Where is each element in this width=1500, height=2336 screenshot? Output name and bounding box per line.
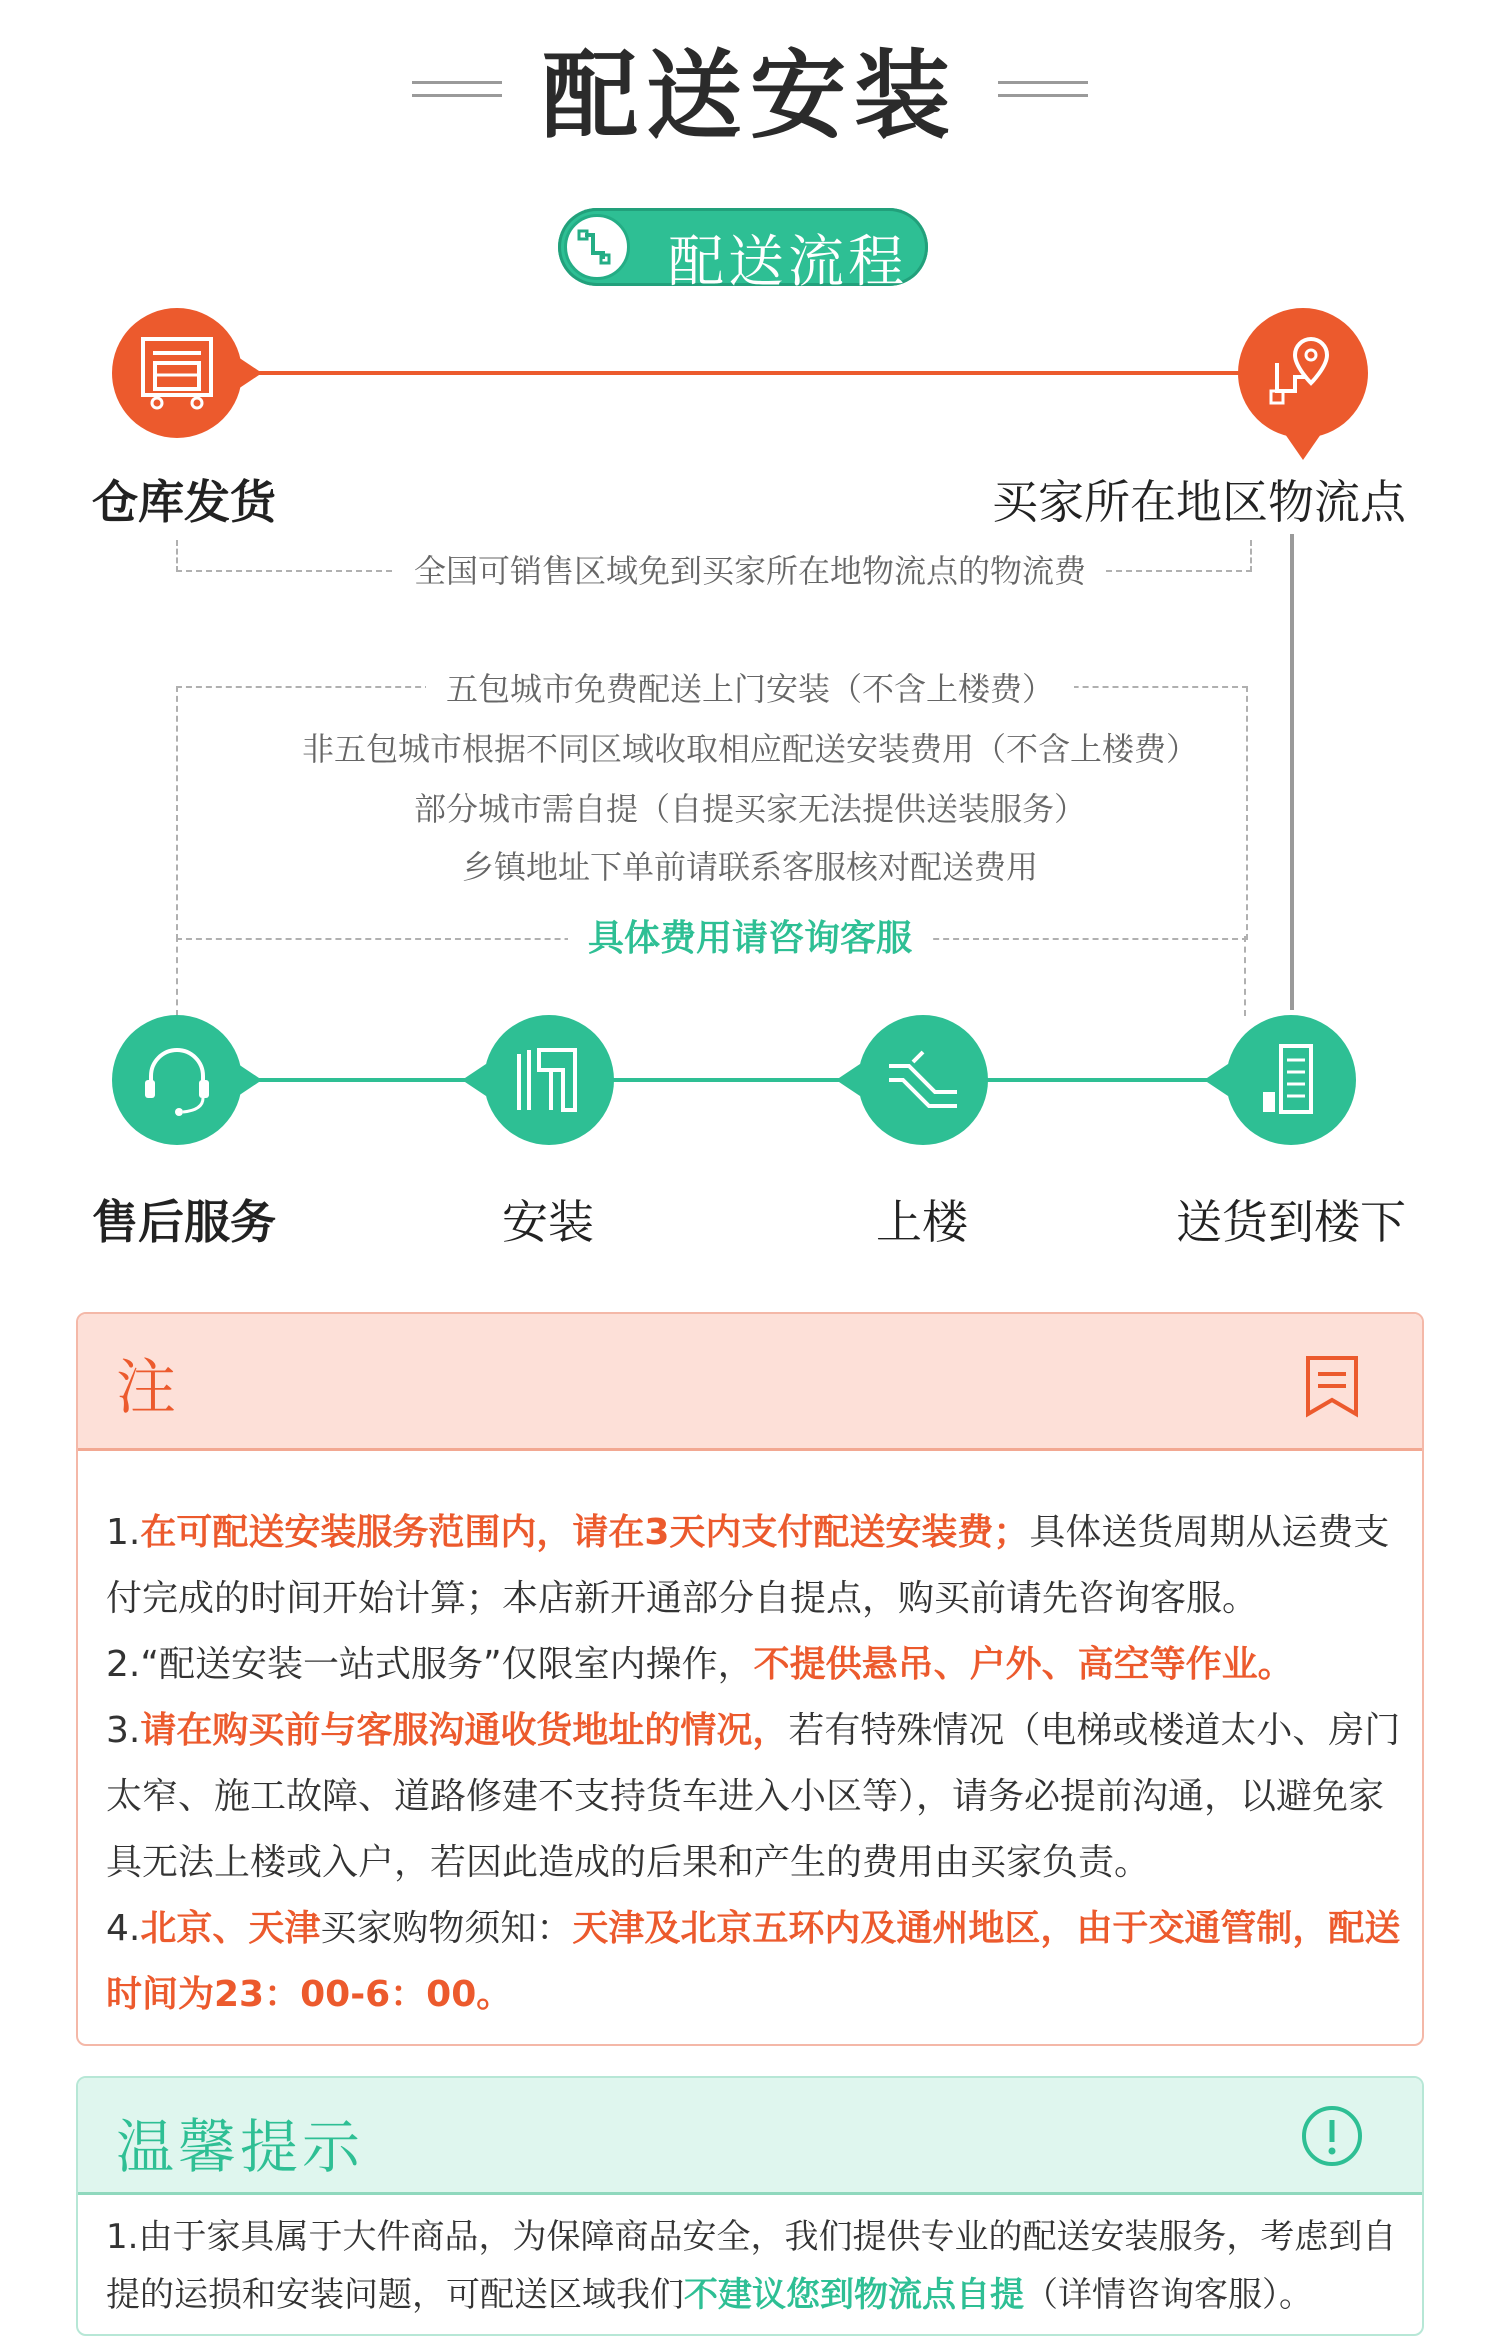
- delivery-note-4: 乡镇地址下单前请联系客服核对配送费用: [461, 848, 1038, 886]
- flow-connector-top: [240, 371, 1280, 375]
- notice-title: 注: [116, 1353, 176, 1423]
- building-step-circle: [1226, 1015, 1356, 1145]
- bookmark-icon: [1304, 1354, 1360, 1418]
- after-sales-step-circle: [112, 1015, 242, 1145]
- free-shipping-note: 全国可销售区域免到买家所在地物流点的物流费: [394, 552, 1106, 590]
- notice-p1-text: 具体送货周期从运费支付完成的时间开始计算；本店新开通部分自提点，购买前请先咨询客服。: [106, 1512, 1390, 1619]
- notice-p4-cities: 北京、天津: [140, 1908, 321, 1949]
- step-label-warehouse: 仓库发货: [92, 475, 276, 529]
- location-pin-icon: [1263, 333, 1343, 413]
- route-icon: [564, 214, 630, 280]
- notice-p3-highlight: 请在购买前与客服沟通收货地址的情况，: [140, 1710, 789, 1751]
- flow-connector-bottom-2: [610, 1078, 864, 1082]
- step-label-building: 送货到楼下: [1176, 1195, 1406, 1249]
- tips-panel: [76, 2076, 1424, 2336]
- install-icon: [509, 1040, 589, 1120]
- notice-panel-header: [78, 1314, 1422, 1451]
- logistics-point-step-circle: [1238, 308, 1368, 438]
- contact-note-row: [0, 910, 1500, 961]
- notice-body: [106, 1500, 1406, 2028]
- tips-panel-header: [78, 2078, 1422, 2195]
- free-shipping-note-row: [0, 546, 1500, 592]
- delivery-note-row-1: [0, 664, 1500, 710]
- flow-connector-bottom-1: [240, 1078, 490, 1082]
- flow-section-pill: [558, 208, 928, 295]
- delivery-note-row-3: [0, 784, 1500, 830]
- page-title-bar: [0, 20, 1500, 157]
- step-label-stairs: 上楼: [876, 1195, 968, 1249]
- title-decor-right: [998, 81, 1088, 97]
- notice-p4-prefix: 4.: [106, 1908, 141, 1949]
- page-title: 配送安装: [542, 40, 958, 152]
- notice-p1-prefix: 1.: [106, 1512, 141, 1553]
- building-pointer: [1204, 1064, 1228, 1096]
- stairs-pointer: [836, 1064, 860, 1096]
- notice-p3-text: 若有特殊情况（电梯或楼道太小、房门太窄、施工故障、道路修建不支持货车进入小区等），请务必提前沟通，以避免家具无法上楼或入户，若因此造成的后果和产生的费用由买家负责。: [106, 1710, 1401, 1883]
- tips-p1-highlight: 不建议您到物流点自提: [684, 2275, 1024, 2315]
- step-label-after-sales: 售后服务: [92, 1195, 276, 1249]
- tips-p1-rest: （详情咨询客服）。: [1024, 2275, 1313, 2315]
- delivery-note-3: 部分城市需自提（自提买家无法提供送装服务）: [413, 790, 1086, 828]
- title-decor-left: [412, 81, 502, 97]
- warehouse-pointer: [238, 357, 262, 389]
- logistics-point-pointer: [1285, 434, 1321, 460]
- notice-p4-highlight: 天津及北京五环内及通州地区，由于交通管制，配送时间为23：00-6：00。: [106, 1908, 1401, 2015]
- notice-p4-text: 买家购物须知：: [320, 1908, 573, 1949]
- exclamation-circle-icon: [1300, 2104, 1364, 2168]
- install-step-circle: [484, 1015, 614, 1145]
- building-icon: [1251, 1040, 1331, 1120]
- delivery-note-1: 五包城市免费配送上门安装（不含上楼费）: [426, 670, 1074, 708]
- tips-title: 温馨提示: [116, 2113, 365, 2181]
- stairs-step-circle: [858, 1015, 988, 1145]
- after-sales-pointer: [238, 1064, 262, 1096]
- headset-icon: [137, 1040, 217, 1120]
- notice-p1-highlight: 在可配送安装服务范围内，请在3天内支付配送安装费；: [140, 1512, 1030, 1553]
- warehouse-step-circle: [112, 308, 242, 438]
- delivery-note-row-4: [0, 842, 1500, 888]
- delivery-note-2: 非五包城市根据不同区域收取相应配送安装费用（不含上楼费）: [301, 730, 1198, 768]
- contact-note: 具体费用请咨询客服: [568, 918, 932, 959]
- stairs-icon: [883, 1040, 963, 1120]
- warehouse-icon: [137, 333, 217, 413]
- notice-p2-highlight: 不提供悬吊、户外、高空等作业。: [753, 1644, 1294, 1685]
- notice-p2-text: 2.“配送安装一站式服务”仅限室内操作，: [106, 1644, 754, 1685]
- step-label-logistics-point: 买家所在地区物流点: [992, 475, 1406, 529]
- step-label-install: 安装: [502, 1195, 594, 1249]
- delivery-note-row-2: [0, 724, 1500, 770]
- tips-p1-text: 1.由于家具属于大件商品，为保障商品安全，我们提供专业的配送安装服务，考虑到自提的运损和安装问题，可配送区域我们: [106, 2217, 1397, 2315]
- notice-p3-prefix: 3.: [106, 1710, 141, 1751]
- install-pointer: [462, 1064, 486, 1096]
- notice-panel: [76, 1312, 1424, 2046]
- flow-section-title: 配送流程: [668, 230, 908, 295]
- tips-body: [106, 2208, 1406, 2324]
- flow-connector-bottom-3: [984, 1078, 1238, 1082]
